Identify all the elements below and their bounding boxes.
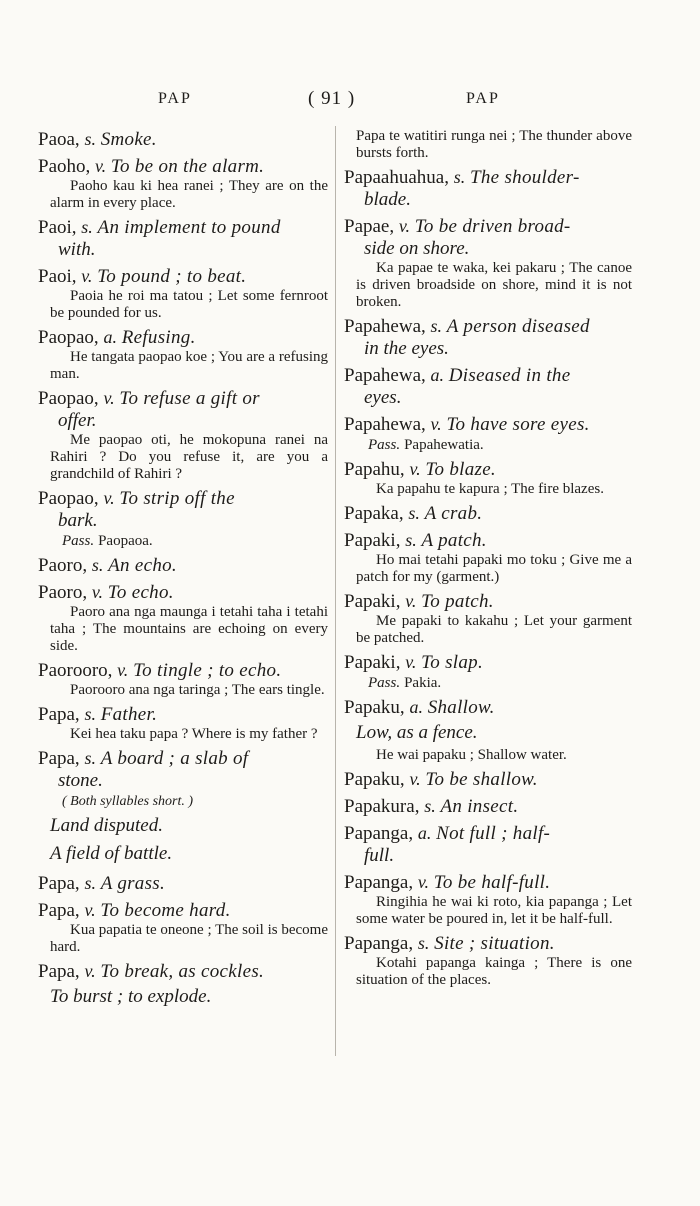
entry-example: Me papaki to kakahu ; Let your garment be patched.	[356, 613, 632, 646]
column-rule	[335, 126, 336, 1056]
dictionary-entry	[38, 960, 328, 1011]
dictionary-entry	[38, 659, 328, 699]
dictionary-entry	[344, 768, 632, 791]
part-of-speech: v.	[84, 961, 96, 981]
definition-continued: bark.	[58, 510, 98, 531]
part-of-speech: a.	[417, 823, 432, 843]
dictionary-entry	[344, 651, 632, 692]
entry-headline	[38, 703, 328, 726]
additional-sense: Land disputed.	[50, 815, 163, 836]
headword: Paopao,	[38, 488, 99, 509]
entry-headline	[344, 768, 632, 791]
part-of-speech: v.	[398, 216, 411, 236]
headword: Papaku,	[344, 697, 405, 718]
dictionary-entry	[344, 413, 632, 454]
dictionary-entry	[38, 703, 328, 743]
passive-label: Pass.	[368, 675, 401, 691]
headword: Papa,	[38, 900, 80, 921]
part-of-speech: v.	[84, 900, 96, 920]
part-of-speech: s.	[81, 217, 93, 237]
part-of-speech: s.	[84, 748, 96, 768]
passive-word: Pakia.	[404, 675, 442, 691]
entry-headline	[344, 502, 632, 525]
entry-headline	[344, 215, 632, 238]
part-of-speech: a.	[103, 327, 117, 347]
definition-continued: full.	[364, 845, 395, 866]
entry-example: Kei hea taku papa ? Where is my father ?	[70, 726, 318, 742]
entry-headline	[344, 315, 632, 338]
entry-example: Paoho kau ki hea ranei ; They are on the alarm in every place.	[50, 178, 328, 211]
part-of-speech: v.	[95, 156, 107, 176]
part-of-speech: s.	[405, 530, 417, 550]
entry-headline	[38, 899, 328, 922]
part-of-speech: s.	[408, 503, 420, 523]
entry-example: Me paopao oti, he mokopuna ranei na Rahiri ? Do you refuse it, are you a grandchild of Rahiri ?	[50, 432, 328, 482]
part-of-speech: v.	[103, 388, 115, 408]
headword: Papaku,	[344, 769, 405, 790]
entry-example: Kotahi papanga kainga ; There is one situation of the places.	[356, 955, 632, 988]
part-of-speech: s.	[453, 167, 466, 187]
dictionary-entry	[344, 215, 632, 311]
right-column	[344, 128, 632, 993]
definition: Shallow.	[427, 697, 495, 718]
headword: Papaahuahua,	[344, 167, 449, 188]
entry-example: He tangata paopao koe ; You are a refusing man.	[50, 349, 328, 382]
entry-headline	[344, 166, 632, 189]
definition: A grass.	[100, 873, 166, 894]
entry-headline	[344, 364, 632, 387]
headword: Papanga,	[344, 933, 414, 954]
additional-sense: To burst ; to explode.	[50, 986, 212, 1007]
dictionary-entry	[344, 315, 632, 360]
entry-headline	[38, 155, 328, 178]
definition: An implement to pound	[97, 217, 281, 238]
definition: A person diseased	[446, 316, 590, 337]
definition-continued: blade.	[364, 189, 411, 210]
definition: Site ; situation.	[434, 933, 555, 954]
entry-headline	[344, 696, 632, 719]
entry-example: Ringihia he wai ki roto, kia papanga ; Let some water be poured in, let it be half-full.	[356, 894, 632, 927]
passive-word: Papahewatia.	[404, 437, 484, 453]
entry-headline	[344, 651, 632, 674]
entry-example: Paorooro ana nga taringa ; The ears tingle.	[70, 682, 325, 698]
passive-form	[344, 436, 632, 454]
additional-sense: Low, as a fence.	[356, 722, 478, 743]
definition: To echo.	[107, 582, 174, 603]
entry-headline	[38, 581, 328, 604]
part-of-speech: s.	[84, 873, 96, 893]
headword: Paopao,	[38, 388, 99, 409]
entry-example: Ho mai tetahi papaki mo toku ; Give me a patch for my (garment.)	[356, 552, 632, 585]
passive-label: Pass.	[368, 437, 401, 453]
definition-continued: stone.	[58, 770, 103, 791]
definition: To blaze.	[425, 459, 496, 480]
part-of-speech: v.	[409, 459, 421, 479]
dictionary-entry	[38, 155, 328, 212]
part-of-speech: a.	[430, 365, 445, 385]
headword: Papakura,	[344, 796, 420, 817]
dictionary-entry	[344, 822, 632, 867]
dictionary-entry	[344, 128, 632, 162]
headword: Papahewa,	[344, 365, 426, 386]
passive-label: Pass.	[62, 533, 95, 549]
part-of-speech: v.	[417, 872, 430, 892]
part-of-speech: v.	[405, 591, 417, 611]
entry-headline	[344, 458, 632, 481]
definition: To pound ; to beat.	[97, 266, 247, 287]
headword: Papahu,	[344, 459, 405, 480]
dictionary-entry	[38, 128, 328, 151]
headword: Paoro,	[38, 555, 88, 576]
headword: Papaka,	[344, 503, 404, 524]
entry-headline	[344, 590, 632, 613]
definition: To tingle ; to echo.	[133, 660, 282, 681]
definition-continued: in the eyes.	[364, 338, 449, 359]
definition: To strip off the	[119, 488, 235, 509]
definition-continued: with.	[58, 239, 96, 260]
entry-headline	[38, 487, 328, 510]
definition-continued: offer.	[58, 410, 97, 431]
headword: Paoho,	[38, 156, 91, 177]
left-column	[38, 128, 328, 1015]
headword: Papa,	[38, 961, 80, 982]
dictionary-entry	[344, 795, 632, 818]
entry-example: Paoro ana nga maunga i tetahi taha i tetahi taha ; The mountains are echoing on every side.	[50, 604, 328, 654]
headword: Paoi,	[38, 217, 77, 238]
definition: Smoke.	[100, 129, 157, 150]
headword: Papanga,	[344, 823, 414, 844]
definition: To be driven broad-	[414, 216, 571, 237]
part-of-speech: s.	[424, 796, 436, 816]
headword: Papaki,	[344, 591, 401, 612]
headword: Papahewa,	[344, 414, 426, 435]
definition: An insect.	[440, 796, 519, 817]
definition: To be on the alarm.	[110, 156, 265, 177]
additional-sense: A field of battle.	[50, 843, 173, 864]
definition: A patch.	[421, 530, 487, 551]
entry-headline	[344, 871, 632, 894]
headword: Papae,	[344, 216, 395, 237]
headword: Papanga,	[344, 872, 414, 893]
headword: Papahewa,	[344, 316, 426, 337]
entry-example: Papa te watitiri runga nei ; The thunder above bursts forth.	[356, 128, 632, 161]
dictionary-entry	[344, 458, 632, 498]
dictionary-entry	[344, 166, 632, 211]
definition: To break, as cockles.	[100, 961, 265, 982]
entry-example: Ka papahu te kapura ; The fire blazes.	[376, 481, 604, 497]
dictionary-entry	[38, 872, 328, 895]
part-of-speech: v.	[81, 266, 93, 286]
definition: Diseased in the	[448, 365, 571, 386]
dictionary-entry	[344, 502, 632, 525]
running-head-left: PAP	[158, 90, 192, 107]
entry-headline	[38, 872, 328, 895]
definition: Refusing.	[121, 327, 196, 348]
entry-headline	[344, 413, 632, 436]
definition: To have sore eyes.	[446, 414, 590, 435]
headword: Papa,	[38, 873, 80, 894]
headword: Paoa,	[38, 129, 80, 150]
dictionary-entry	[38, 216, 328, 261]
definition: An echo.	[108, 555, 177, 576]
headword: Papa,	[38, 748, 80, 769]
part-of-speech: s.	[91, 555, 104, 575]
dictionary-entry	[344, 529, 632, 586]
entry-headline	[38, 265, 328, 288]
definition: To refuse a gift or	[119, 388, 260, 409]
dictionary-entry	[344, 871, 632, 928]
headword: Papa,	[38, 704, 80, 725]
headword: Papaki,	[344, 530, 401, 551]
dictionary-entry	[38, 487, 328, 550]
entry-headline	[38, 659, 328, 682]
definition: Father.	[100, 704, 158, 725]
dictionary-entry	[38, 747, 328, 868]
dictionary-entry	[38, 899, 328, 956]
entry-headline	[38, 128, 328, 151]
definition-continued: eyes.	[364, 387, 402, 408]
part-of-speech: v.	[405, 652, 417, 672]
running-head-right: PAP	[466, 90, 500, 107]
entry-headline	[38, 747, 328, 770]
passive-form	[344, 674, 632, 692]
headword: Paorooro,	[38, 660, 113, 681]
entry-headline	[38, 554, 328, 577]
dictionary-entry	[344, 932, 632, 989]
part-of-speech: s.	[84, 129, 96, 149]
part-of-speech: v.	[117, 660, 129, 680]
definition: To patch.	[421, 591, 494, 612]
part-of-speech: v.	[430, 414, 442, 434]
entry-example: He wai papaku ; Shallow water.	[376, 747, 567, 763]
headword: Paoi,	[38, 266, 77, 287]
entry-headline	[344, 932, 632, 955]
entry-headline	[344, 529, 632, 552]
dictionary-entry	[38, 554, 328, 577]
definition: To be shallow.	[425, 769, 538, 790]
part-of-speech: v.	[91, 582, 103, 602]
entry-example: Ka papae te waka, kei pakaru ; The canoe is driven broadside on shore, mind it is not broken.	[356, 260, 632, 310]
dictionary-entry	[344, 696, 632, 764]
dictionary-entry	[344, 364, 632, 409]
page-number: ( 91 )	[308, 88, 356, 109]
part-of-speech: v.	[103, 488, 115, 508]
entry-headline	[344, 795, 632, 818]
dictionary-entry	[38, 387, 328, 483]
definition: Not full ; half-	[436, 823, 551, 844]
definition-continued: side on shore.	[364, 238, 470, 259]
entry-example: Kua papatia te oneone ; The soil is become hard.	[50, 922, 328, 955]
passive-word: Paopaoa.	[98, 533, 153, 549]
entry-headline	[38, 387, 328, 410]
dictionary-entry	[344, 590, 632, 647]
passive-form	[38, 532, 328, 550]
definition: The shoulder-	[470, 167, 580, 188]
part-of-speech: s.	[84, 704, 96, 724]
dictionary-entry	[38, 265, 328, 322]
part-of-speech: s.	[430, 316, 443, 336]
headword: Paoro,	[38, 582, 88, 603]
entry-headline	[38, 216, 328, 239]
part-of-speech: a.	[409, 697, 423, 717]
headword: Paopao,	[38, 327, 99, 348]
entry-headline	[38, 960, 328, 983]
definition: A board ; a slab of	[100, 748, 249, 769]
definition: A crab.	[424, 503, 483, 524]
definition: To become hard.	[100, 900, 231, 921]
headword: Papaki,	[344, 652, 401, 673]
usage-note: ( Both syllables short. )	[62, 794, 194, 809]
entry-headline	[344, 822, 632, 845]
entry-example: Paoia he roi ma tatou ; Let some fernroot be pounded for us.	[50, 288, 328, 321]
part-of-speech: v.	[409, 769, 421, 789]
dictionary-entry	[38, 581, 328, 655]
definition: To be half-full.	[433, 872, 551, 893]
dictionary-entry	[38, 326, 328, 383]
entry-headline	[38, 326, 328, 349]
part-of-speech: s.	[417, 933, 430, 953]
definition: To slap.	[421, 652, 484, 673]
